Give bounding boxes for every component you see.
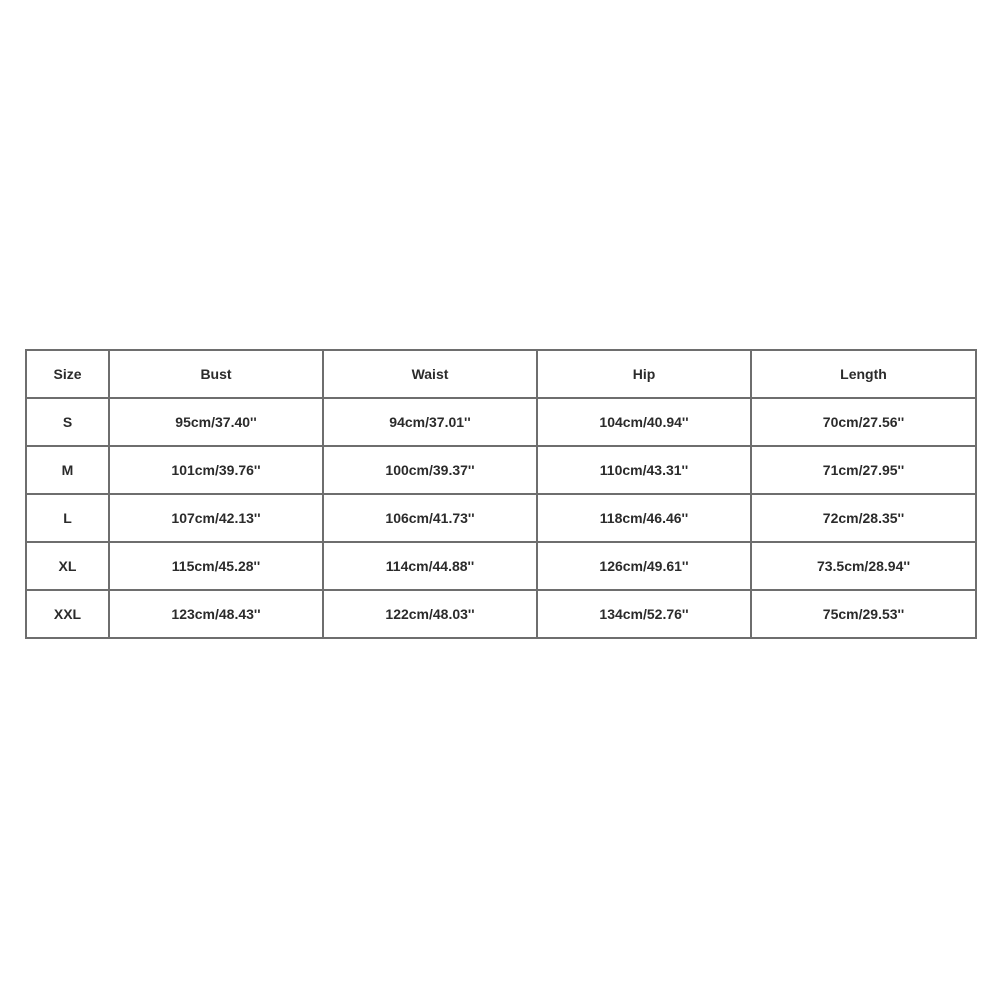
- size-label: XL: [26, 542, 109, 590]
- size-label: XXL: [26, 590, 109, 638]
- table-header-row: [26, 350, 976, 398]
- bust-value: 115cm/45.28'': [109, 542, 323, 590]
- hip-value: 134cm/52.76'': [537, 590, 751, 638]
- size-chart-table: [25, 349, 977, 639]
- hip-value: 104cm/40.94'': [537, 398, 751, 446]
- waist-value: 122cm/48.03'': [323, 590, 537, 638]
- header-hip: Hip: [537, 350, 751, 398]
- length-value: 72cm/28.35'': [751, 494, 976, 542]
- header-length: Length: [751, 350, 976, 398]
- length-value: 73.5cm/28.94'': [751, 542, 976, 590]
- header-bust: Bust: [109, 350, 323, 398]
- hip-value: 110cm/43.31'': [537, 446, 751, 494]
- length-value: 70cm/27.56'': [751, 398, 976, 446]
- size-label: L: [26, 494, 109, 542]
- waist-value: 94cm/37.01'': [323, 398, 537, 446]
- table-row: [26, 542, 976, 590]
- header-size: Size: [26, 350, 109, 398]
- bust-value: 107cm/42.13'': [109, 494, 323, 542]
- header-waist: Waist: [323, 350, 537, 398]
- table-row: [26, 398, 976, 446]
- waist-value: 106cm/41.73'': [323, 494, 537, 542]
- table-row: [26, 446, 976, 494]
- hip-value: 118cm/46.46'': [537, 494, 751, 542]
- length-value: 75cm/29.53'': [751, 590, 976, 638]
- size-label: S: [26, 398, 109, 446]
- bust-value: 123cm/48.43'': [109, 590, 323, 638]
- table-row: [26, 590, 976, 638]
- bust-value: 95cm/37.40'': [109, 398, 323, 446]
- bust-value: 101cm/39.76'': [109, 446, 323, 494]
- waist-value: 100cm/39.37'': [323, 446, 537, 494]
- table-row: [26, 494, 976, 542]
- size-label: M: [26, 446, 109, 494]
- waist-value: 114cm/44.88'': [323, 542, 537, 590]
- hip-value: 126cm/49.61'': [537, 542, 751, 590]
- length-value: 71cm/27.95'': [751, 446, 976, 494]
